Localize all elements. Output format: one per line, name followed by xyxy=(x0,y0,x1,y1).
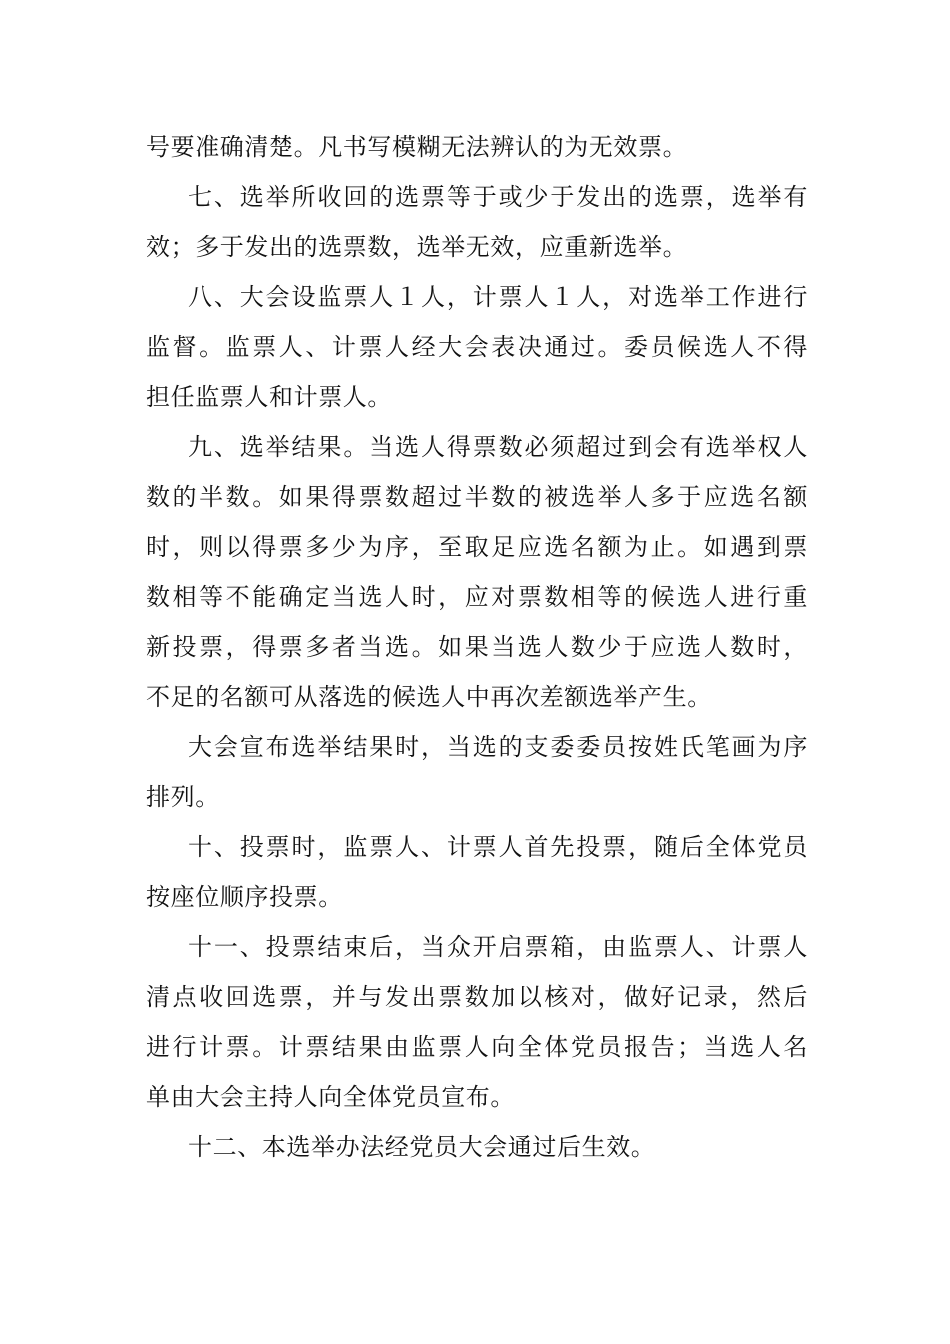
text-line: 十二、本选举办法经党员大会通过后生效。 xyxy=(188,1133,656,1161)
text-line: 按座位顺序投票。 xyxy=(146,883,343,911)
document-body xyxy=(146,122,808,1172)
text-line: 时，则以得票多少为序，至取足应选名额为止。如遇到票 xyxy=(146,533,808,561)
text-line: 新投票，得票多者当选。如果当选人数少于应选人数时， xyxy=(146,633,808,661)
text-line: 八、大会设监票人１人，计票人１人，对选举工作进行 xyxy=(188,283,808,311)
text-line: 数的半数。如果得票数超过半数的被选举人多于应选名额 xyxy=(146,483,808,511)
text-line: 不足的名额可从落选的候选人中再次差额选举产生。 xyxy=(146,683,712,711)
text-line: 单由大会主持人向全体党员宣布。 xyxy=(146,1083,515,1111)
text-line: 清点收回选票，并与发出票数加以核对，做好记录，然后 xyxy=(146,983,808,1011)
text-line: 担任监票人和计票人。 xyxy=(146,383,392,411)
text-line: 九、选举结果。当选人得票数必须超过到会有选举权人 xyxy=(188,433,808,461)
text-line: 监督。监票人、计票人经大会表决通过。委员候选人不得 xyxy=(146,333,808,361)
text-line: 号要准确清楚。凡书写模糊无法辨认的为无效票。 xyxy=(146,133,688,161)
text-line: 排列。 xyxy=(146,783,220,811)
text-line: 效；多于发出的选票数，选举无效，应重新选举。 xyxy=(146,233,688,261)
text-line: 进行计票。计票结果由监票人向全体党员报告；当选人名 xyxy=(146,1033,808,1061)
text-line: 七、选举所收回的选票等于或少于发出的选票，选举有 xyxy=(188,183,808,211)
text-line: 十一、投票结束后，当众开启票箱，由监票人、计票人 xyxy=(188,933,808,961)
text-line: 大会宣布选举结果时，当选的支委委员按姓氏笔画为序 xyxy=(188,733,808,761)
text-line: 数相等不能确定当选人时，应对票数相等的候选人进行重 xyxy=(146,583,808,611)
text-line: 十、投票时，监票人、计票人首先投票，随后全体党员 xyxy=(188,833,808,861)
